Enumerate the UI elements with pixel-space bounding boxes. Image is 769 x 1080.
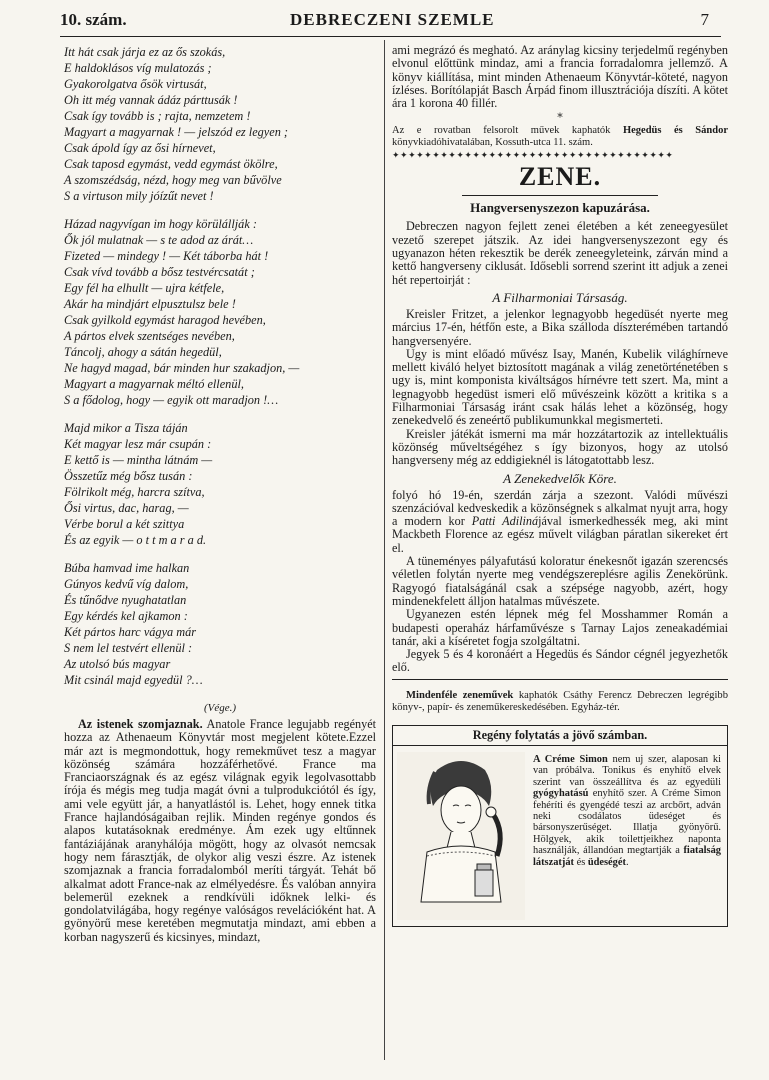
poem-line: Összetűz még bősz tusán : bbox=[64, 469, 193, 483]
poem-stanzas bbox=[64, 44, 376, 688]
zenekedvelok-p1-italic: Patti Adiliná bbox=[471, 514, 539, 529]
creme-bold-4: üdeségét bbox=[587, 856, 626, 868]
filharmonia-p2: Ugy is mint előadó művész Isay, Manén, Kubelik világhírneve mellett kiváló helyet biztosított magának a világ zenetörténetében s ugy is, mint komponista kiváltságos hírnévre tett szert. Ma, mint a legnagyobb hegedüst ismeri elő művészeink között a kritika s a Filharmoniai Társaság iránt csak hálás lehet a közönség, hogy zenekedvelő és zeneértő publikumunkkal megismerteti. bbox=[392, 346, 728, 428]
poem-line: E haldoklásos víg mulatozás ; bbox=[64, 61, 212, 75]
right-column bbox=[392, 44, 728, 927]
poem-line: Csak vívd tovább a bősz testvércsatát ; bbox=[64, 265, 255, 279]
poem-stanza bbox=[64, 560, 376, 688]
ad-box-title: Regény folytatás a jövő számban. bbox=[393, 726, 727, 746]
poem-line: Ők jól mulatnak — s te adod az árát… bbox=[64, 233, 254, 247]
poem-line: E kettő is — mintha látnám — bbox=[64, 453, 213, 467]
poem-line: S a virtuson mily jóízűt nevet ! bbox=[64, 189, 214, 203]
poem-line: Csak így tovább is ; rajta, nemzetem ! bbox=[64, 109, 251, 123]
book-review-paragraph bbox=[64, 718, 376, 944]
poem-line: Az utolsó bús magyar bbox=[64, 657, 171, 671]
creme-simon-ad bbox=[392, 725, 728, 927]
poem-line: Magyart a magyarnak ! — jelszód ez legyen ; bbox=[64, 125, 289, 139]
section-title-filharmonia: A Filharmoniai Társaság. bbox=[492, 289, 628, 305]
filharmonia-p1: Kreisler Fritzet, a jelenkor legnagyobb hegedüsét nyerte meg március 17-én, hétfőn este, a Bika szálloda díszterémében tartandó hangversenyére. bbox=[392, 306, 728, 348]
poem-line: Ne hagyd magad, bár minden hur szakadjon, — bbox=[64, 361, 300, 375]
poem-line: Gyakorolgatva ősök virtusát, bbox=[64, 77, 207, 91]
ad-rule bbox=[392, 679, 728, 680]
woman-illustration bbox=[397, 752, 525, 920]
creme-text-4: . bbox=[625, 856, 629, 868]
section-title-zenekedvelok: A Zenekedvelők Köre. bbox=[503, 470, 617, 486]
notice-text-after: könyvkiadóhivatalában, Kossuth-utca 11. szám. bbox=[392, 137, 593, 149]
poem-line: Majd mikor a Tisza táján bbox=[64, 421, 188, 435]
column-divider bbox=[384, 40, 385, 1060]
zenekedvelok-p1 bbox=[392, 489, 728, 555]
filharmonia-p3: Kreisler játékát ismerni ma már hozzátartozik az intellektuális közönség műveltségéhez s így bizonyos, hogy az utolsó hangverseny még az eddigieknél is látogatottabb lesz. bbox=[392, 426, 728, 468]
music-shop-ad-bold: Mindenféle zeneművek bbox=[406, 690, 514, 702]
poem-line: Két pártos harc vágya már bbox=[64, 625, 197, 639]
poem-line: Magyart a magyarnak méltó ellenül, bbox=[64, 377, 244, 391]
poem-line: Vérbe borul a két szittya bbox=[64, 517, 185, 531]
poem-line: Fizeted — mindegy ! — Két táborba hát ! bbox=[64, 249, 269, 263]
creme-simon-text bbox=[533, 754, 721, 868]
music-shop-ad-text: kaphatók Csáthy Ferencz Debreczen legrégibb könyv-, papír- és zeneműkereskedésében. Egyház-tér. bbox=[392, 690, 728, 714]
poem-line: Mit csinál majd egyedül ?… bbox=[64, 673, 203, 687]
poem-stanza bbox=[64, 216, 376, 408]
creme-bold-3: fiatalság látszatját bbox=[533, 845, 721, 868]
poem-line: Itt hát csak járja ez az ős szokás, bbox=[64, 45, 226, 59]
creme-bold-1: A Créme Simon bbox=[533, 753, 608, 765]
poem-line: Akár ha mindjárt elpusztulsz bele ! bbox=[64, 297, 236, 311]
music-shop-ad bbox=[392, 690, 728, 714]
poem-line: Gúnyos kedvű víg dalom, bbox=[64, 577, 189, 591]
article-subheading: Hangversenyszezon kapuzárása. bbox=[470, 200, 650, 216]
poem-line: Fölrikolt még, harcra szítva, bbox=[64, 485, 205, 499]
poem-line: Oh itt még vannak ádáz párttusák ! bbox=[64, 93, 238, 107]
poem-line: És tűnődve nyughatatlan bbox=[64, 593, 187, 607]
poem-line: A szomszédság, nézd, hogy meg van bűvölve bbox=[64, 173, 282, 187]
notice-text-before: Az e rovatban felsorolt művek kaphatók bbox=[392, 125, 623, 137]
left-column bbox=[64, 44, 376, 944]
poem-line: Egy kérdés kel ajkamon : bbox=[64, 609, 188, 623]
poem-line: Házad nagyvígan im hogy körülállják : bbox=[64, 217, 257, 231]
book-review-title: Az istenek szomjaznak. bbox=[78, 717, 203, 731]
poem-line: Csak gyilkold egymást haragod hevében, bbox=[64, 313, 266, 327]
book-review-continuation: ami megrázó és megható. Az aránylag kicsiny terjedelmű regényben elvonul előttünk mindaz, ami a francia forradalomra jellemző. A könyv kiállítása, mint minden Athenaeum Könyvtár-köteté, nagyon ízléses. Borítólapját Basch Árpád finom illusztrációja díszíti. A kötet ára 1 korona 40 fillér. bbox=[392, 43, 728, 111]
availability-notice bbox=[392, 125, 728, 149]
poem-line: És az egyik — o t t m a r a d. bbox=[64, 533, 207, 547]
zene-intro: Debreczen nagyon fejlett zenei életében a két zeneegyesület vezető szerepet játszik. Az idei hangversenyszezont egy és ugyanazon héten rekesztik be derék zeneegyleteink, zárván mind a kettő hangverseny ciklusát. Idősebli sorrend szerint itt adjuk a zenei hét repertoirját : bbox=[392, 219, 728, 287]
poem-line: Ősi virtus, dac, harag, — bbox=[64, 501, 189, 515]
issue-number: 10. szám. bbox=[60, 10, 127, 29]
ornament-rule: ✦✦✦✦✦✦✦✦✦✦✦✦✦✦✦✦✦✦✦✦✦✦✦✦✦✦✦✦✦✦✦✦✦✦✦ bbox=[392, 151, 674, 162]
poem-line: Csak ápold így az ősi hírnevet, bbox=[64, 141, 216, 155]
zenekedvelok-p3: Ugyanezen estén lépnek még fel Mosshammer Román a budapesti operaház hárfaművésze s Tarnay Lajos zeneakadémiai tanár, aki a kíséretet fogja szolgáltatni. bbox=[392, 607, 728, 648]
creme-text-1: nem uj szer, alaposan ki van próbálva. Tonikus és enyhítő elvek szerint van összeállítva és az egyedüli bbox=[533, 753, 721, 788]
poem-line: Búba hamvad ime halkan bbox=[64, 561, 190, 575]
poem bbox=[64, 44, 376, 716]
zenekedvelok-p2: A tüneményes pályafutású koloratur énekesnőt igazán szerencsés véletlen folytán nyerte meg vendégszereplésre agilis Zenekörünk. Ragyogó fiatalságánál csak a szépsége nagyobb, azért, hogy mindenekfelett álljon hatalmas művészete. bbox=[392, 554, 728, 608]
poem-line: Egy fél ha elhullt — ujra kétfele, bbox=[64, 281, 225, 295]
zenekedvelok-p1-b: jával ismerkedhessék meg, aki mint Mackbeth Florence az egész művelt világban páratlan sikereket ért el. bbox=[392, 514, 728, 555]
poem-line: Táncolj, ahogy a sátán hegedül, bbox=[64, 345, 222, 359]
poem-stanza bbox=[64, 420, 376, 548]
creme-text-2: enyhítő szer. A Créme Simon fehéríti és gyengédé teszi az arcbőrt, adván neki csodálatos üdeséget és bársonyszerűséget. Illatja gyönyörű. Hölgyek, akik toilettjeikhez naponta használják, állandóan megtartják a bbox=[533, 788, 721, 857]
section-heading-zene: ZENE. bbox=[518, 162, 602, 192]
page-number: 7 bbox=[700, 10, 709, 29]
poem-line: A pártos elvek szentséges nevében, bbox=[64, 329, 235, 343]
header-rule bbox=[60, 36, 721, 37]
zenekedvelok-p1-a: folyó hó 19-én, szerdán zárja a szezont. Valódi művészi szenzációval kedveskedik a közönségnek s alkalmat nyujt arra, hogy a modern kor bbox=[392, 487, 728, 529]
heading-rule bbox=[462, 195, 658, 196]
creme-bold-2: gyógyhatású bbox=[533, 788, 589, 800]
poem-end-note: (Vége.) bbox=[203, 702, 237, 714]
notice-bold: Hegedüs és Sándor bbox=[622, 125, 728, 137]
poem-line: Két magyar lesz már csupán : bbox=[64, 437, 212, 451]
separator-star: * bbox=[557, 111, 563, 125]
poem-line: S a fődolog, hogy — egyik ott maradjon !… bbox=[64, 393, 279, 407]
poem-line: Csak taposd egymást, vedd egymást ökölre, bbox=[64, 157, 278, 171]
zenekedvelok-p4: Jegyek 5 és 4 koronáért a Hegedüs és Sándor cégnél jegyezhetők elő. bbox=[392, 647, 728, 675]
masthead-title: DEBRECZENI SZEMLE bbox=[290, 10, 495, 29]
page-header bbox=[60, 10, 709, 34]
creme-text-3: és bbox=[573, 856, 588, 868]
poem-line: S nem lel testvért ellenül : bbox=[64, 641, 193, 655]
poem-stanza bbox=[64, 44, 376, 204]
book-review-text: Anatole France legujabb regényét hozza az Athenaeum Könyvtár most megjelent kötete.Ezzel már azt is megmondottuk, hogy remekművet tesz a magyar közönség számára hozzáférhetővé. France ma Franciaországnak és az egész világnak egyik legolvasottabb írója és mégis meg tudja magát óvni a tulprodukciótól és így, ami vele együtt jár, a hanyatlástól is. Lehet, hogy ennek titka France hajlandóságaiban rejlik. Minden regénye gondos és alapos kutatásoknak eredménye. Ám ezek ugy eltűnnek fantáziájának aranyhálója mögött, hogy az olvasót nemcsak hogy nem fárasztják, de olykor alig veszi észre. Az istenek szomjaznak a francia forradalomból meríti tárgyát. Tehát bő alkalmat adott France-nak az elmélyedésre. És valóban annyira belemerül ezeknek a rendkívüli időknek lelki- és gondolatvilágába, hogy regénye valóságos revelációként hat. A gyönyörű mese keretében megmutatja mindazt, ami ebben a korban nagyszerű és kicsinyes, mindazt, bbox=[64, 717, 376, 944]
